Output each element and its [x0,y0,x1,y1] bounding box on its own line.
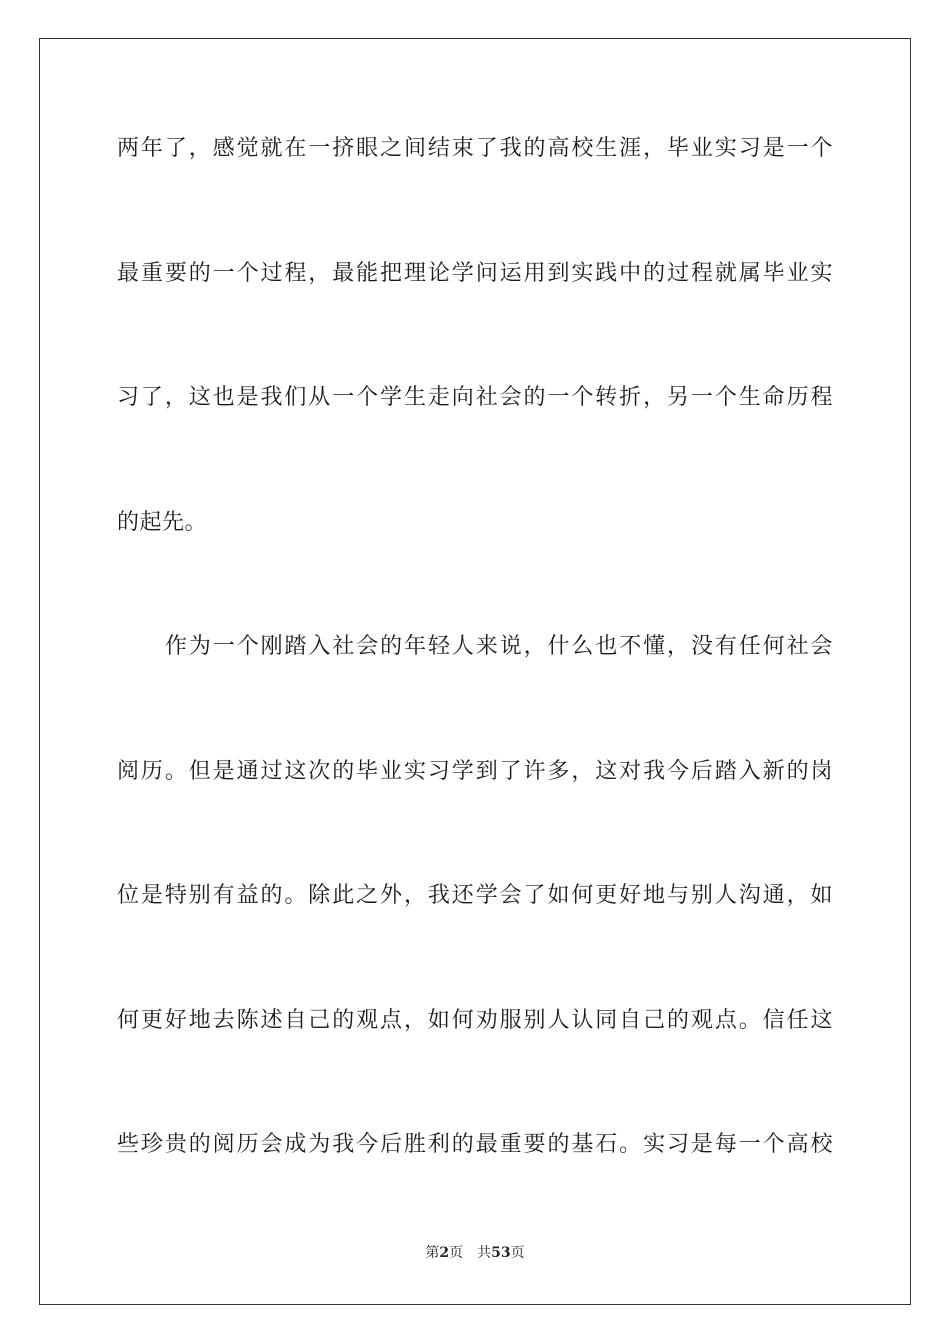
paragraph-1-line-3: 习了，这也是我们从一个学生走向社会的一个转折，另一个生命历程 [117,385,833,410]
paragraph-1-line-2: 最重要的一个过程，最能把理论学问运用到实践中的过程就属毕业实 [117,261,833,286]
paragraph-1-line-4: 的起先。 [117,510,208,535]
total-prefix: 共 [477,1245,492,1261]
paragraph-2-line-5: 些珍贵的阅历会成为我今后胜利的最重要的基石。实习是每一个高校 [117,1132,833,1157]
total-pages: 53 [491,1245,511,1261]
page-footer [0,1244,950,1262]
page-suffix: 页 [449,1245,464,1261]
paragraph-2-line-1: 作为一个刚踏入社会的年轻人来说，什么也不懂，没有任何社会 [165,634,833,659]
paragraph-2-line-4: 何更好地去陈述自己的观点，如何劝服别人认同自己的观点。信任这 [117,1008,833,1033]
paragraph-2-line-3: 位是特别有益的。除此之外，我还学会了如何更好地与别人沟通，如 [117,883,833,908]
total-suffix: 页 [510,1245,525,1261]
paragraph-1-line-1: 两年了，感觉就在一挤眼之间结束了我的高校生涯，毕业实习是一个 [117,136,833,161]
page-border [39,38,911,1305]
page-prefix: 第 [425,1245,440,1261]
page-number: 2 [439,1245,450,1261]
paragraph-2-line-2: 阅历。但是通过这次的毕业实习学到了许多，这对我今后踏入新的岗 [117,759,833,784]
